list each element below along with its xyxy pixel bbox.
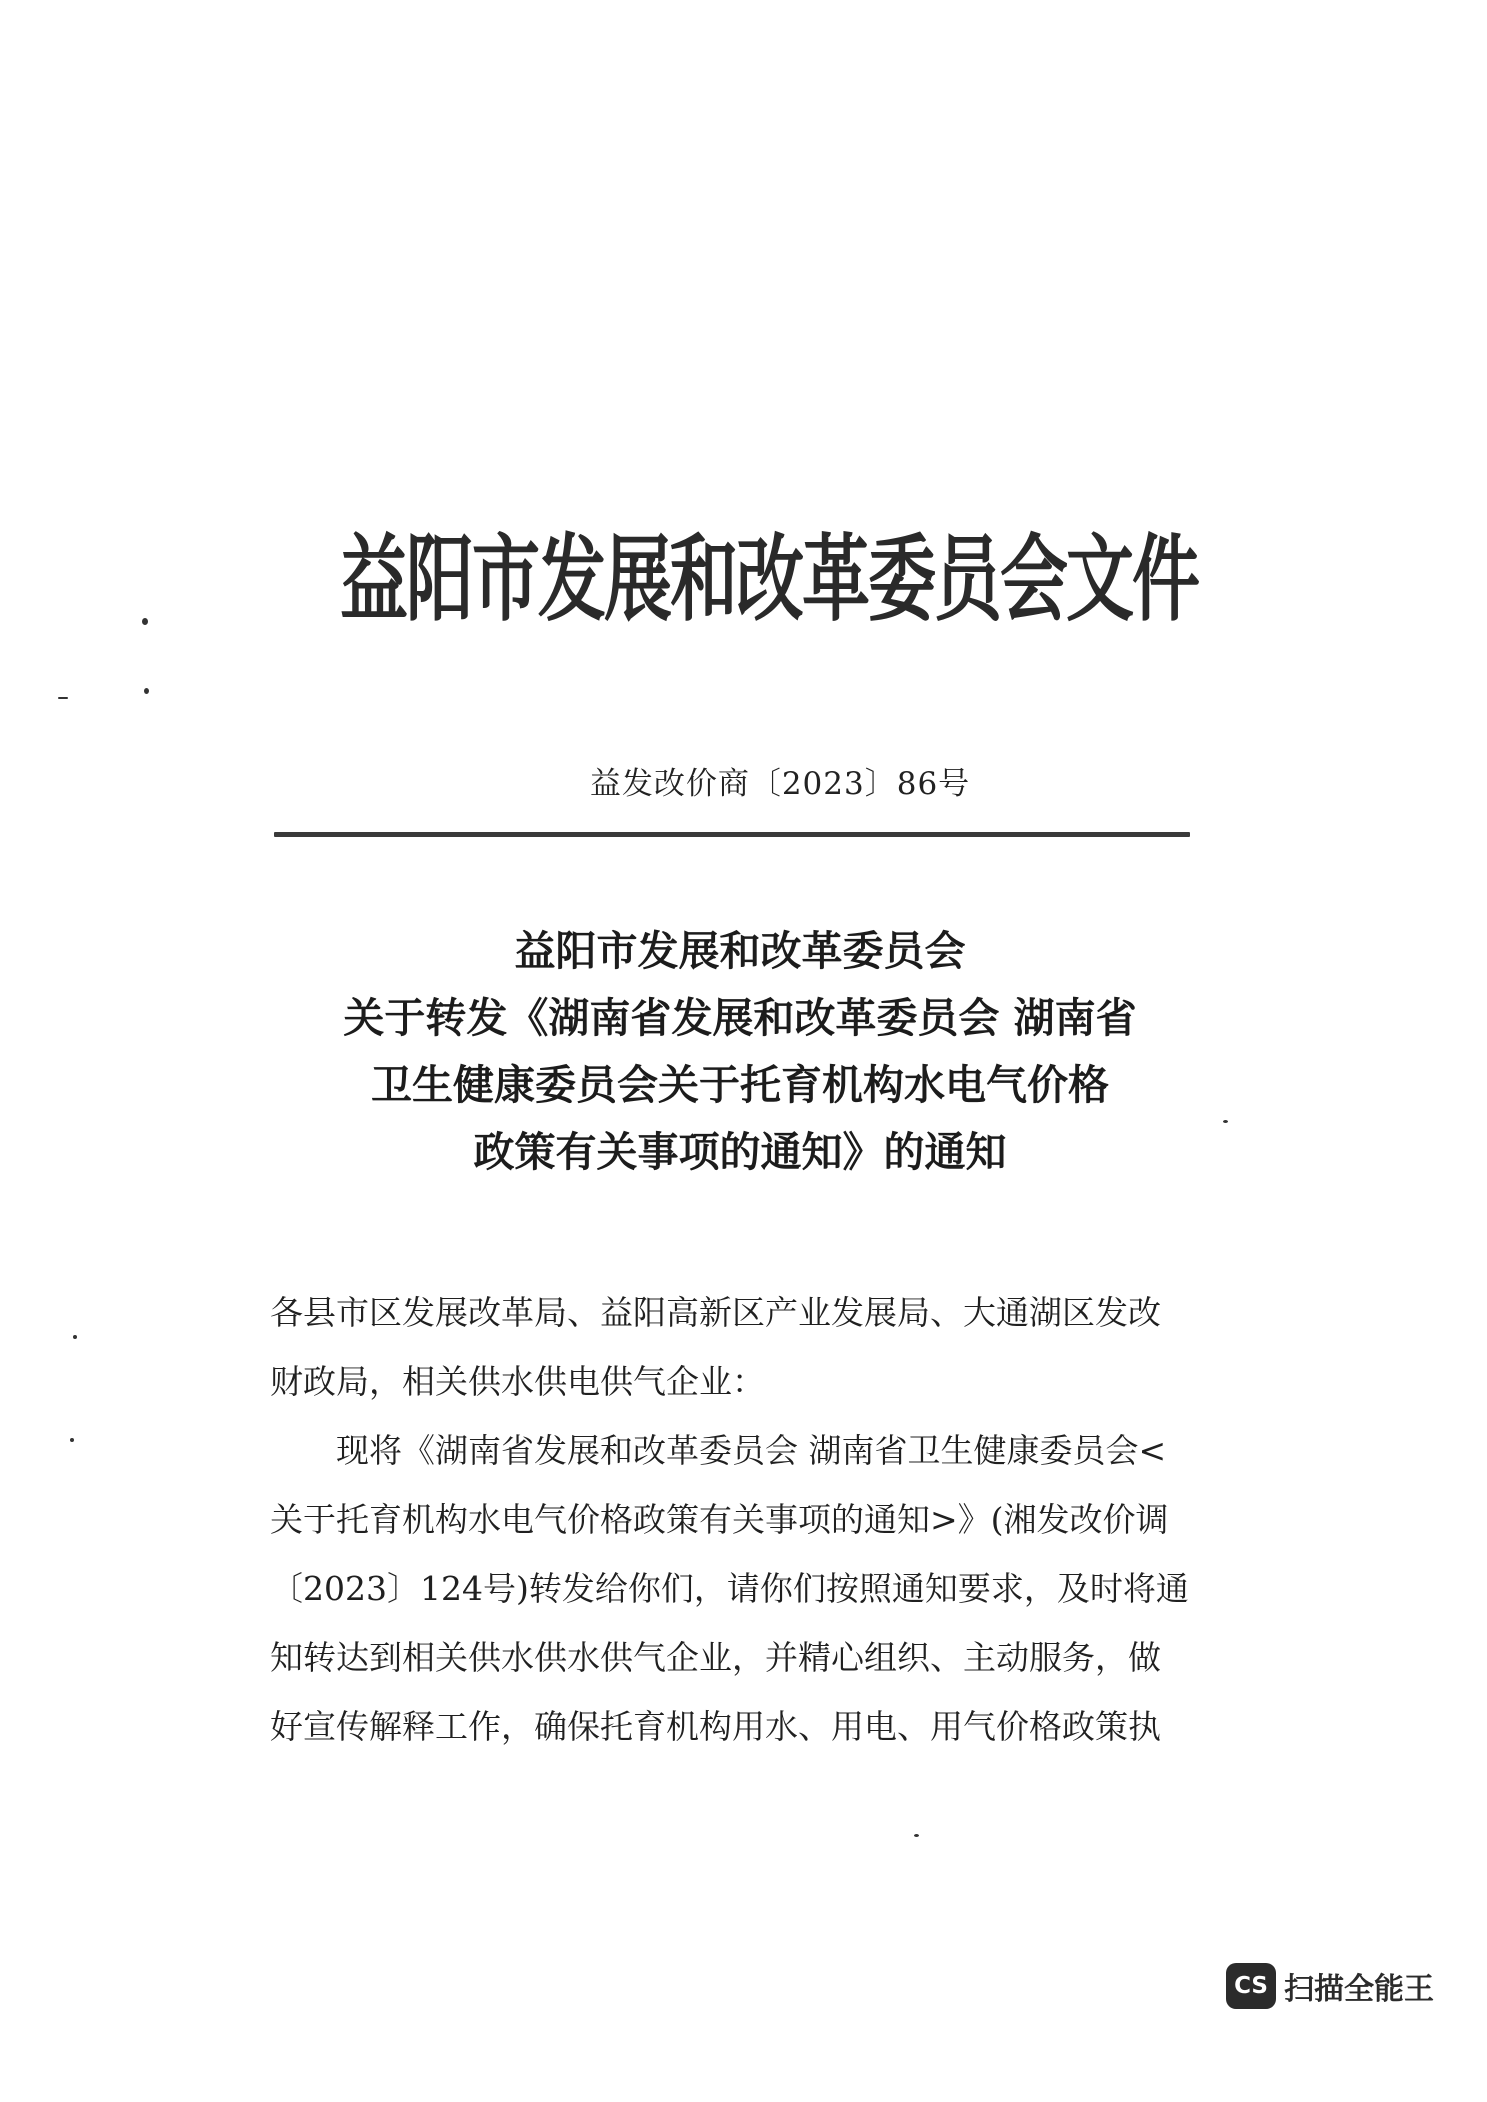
scanner-watermark-label: 扫描全能王 [1284,1972,1434,2007]
body-paragraph-line: 关于托育机构水电气价格政策有关事项的通知>》(湘发改价调 [270,1500,1169,1539]
body-paragraph-line: 〔2023〕124号)转发给你们，请你们按照通知要求，及时将通 [270,1569,1189,1608]
addressee-line: 财政局，相关供水供电供气企业： [270,1362,765,1401]
document-body [270,1278,1200,1761]
scan-speck [70,1438,74,1442]
document-title [240,918,1240,1186]
scanner-watermark [1226,1962,1434,2010]
body-paragraph-line: 现将《湖南省发展和改革委员会 湖南省卫生健康委员会< [336,1431,1167,1470]
title-line: 卫生健康委员会关于托育机构水电气价格 [371,1061,1109,1109]
header-divider-line [274,832,1190,837]
scan-speck [914,1834,919,1837]
scan-speck [142,618,148,625]
body-paragraph-line: 好宣传解释工作，确保托育机构用水、用电、用气价格政策执 [270,1707,1161,1746]
title-line: 益阳市发展和改革委员会 [514,927,966,975]
camscanner-logo-icon: CS [1226,1963,1276,2009]
scan-speck [73,1335,77,1339]
title-line: 政策有关事项的通知》的通知 [473,1128,1007,1176]
scan-speck [58,697,68,699]
document-masthead: 益阳市发展和改革委员会文件 [340,524,1199,636]
title-line: 关于转发《湖南省发展和改革委员会 湖南省 [343,994,1137,1042]
document-number: 益发改价商〔2023〕86号 [589,766,971,802]
scan-speck [144,688,149,694]
body-paragraph-line: 知转达到相关供水供水供气企业，并精心组织、主动服务，做 [270,1638,1161,1677]
addressee-line: 各县市区发展改革局、益阳高新区产业发展局、大通湖区发改 [270,1293,1161,1332]
